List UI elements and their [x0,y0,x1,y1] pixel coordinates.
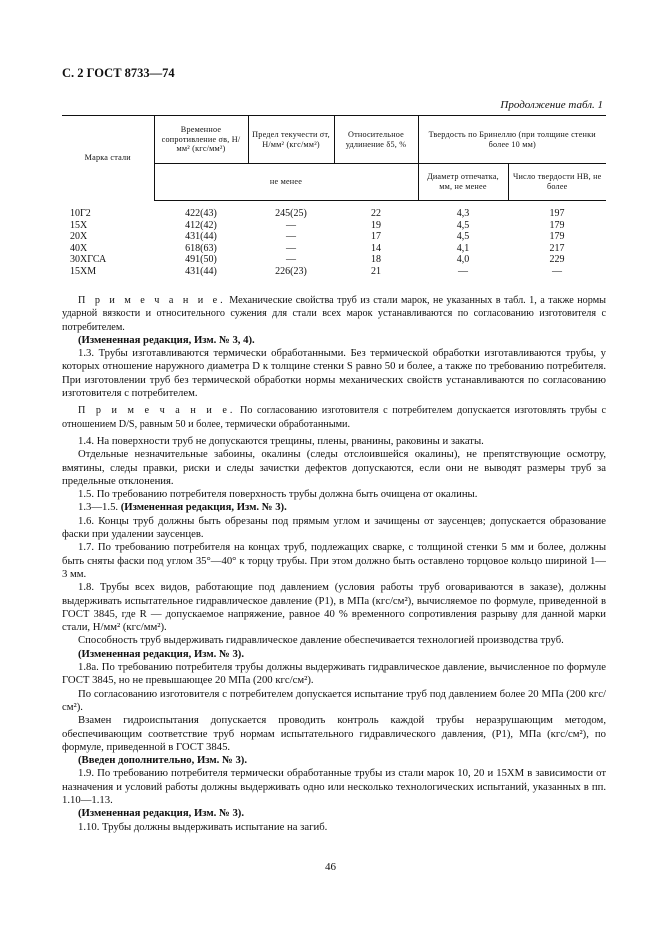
cell-tensile: 618(63) [185,242,217,254]
paragraph-1-8a-3: Взамен гидроиспытания допускается проводить контроль каждой трубы неразрушающим методом, обеспечивающим соответствие труб нормам испытательного гидравлического давления, (P1), МПа (кгс/см²), по формуле, приведенной в ГОСТ 3845. [62,714,606,753]
body-text [62,294,606,834]
cell-yield: 245(25) [275,208,307,219]
cell-yield: — [286,254,296,265]
cell-grade: 40Х [70,242,88,254]
paragraph-1-4: 1.4. На поверхности труб не допускаются трещины, плены, рванины, раковины и закаты. [78,434,484,447]
cell-yield: — [286,231,296,242]
note-text: По согласованию изготовителя с потребителем допускается изготовлять трубы с отношением D/S, равным 50 и более, термически обработанными. [62,405,606,430]
paragraph-1-6: 1.6. Концы труб должны быть обрезаны под прямым углом и зачищены от заусенцев; допускается образование фаски при удалении заусенцев. [62,514,606,541]
edition-note: (Измененная редакция, Изм. № 3). [120,501,287,514]
header-tensile-strength: Временное сопротивление σв, Н/мм² (кгс/мм²) [154,116,248,164]
header-elongation: Относительное удлинение δ5, % [334,116,418,164]
paragraph-1-8a-2: По согласованию изготовителя с потребителем допускается испытание труб под давлением более 20 МПа (200 кгс/см²). [62,687,606,713]
cell-hardness: 217 [549,242,565,254]
header-imprint-diameter: Диаметр отпечатка, мм, не менее [418,164,508,201]
cell-grade: 20Х [70,231,88,242]
cell-yield: — [286,219,296,231]
cell-elongation: 14 [371,242,381,254]
cell-grade: 30ХГСА [70,254,107,265]
cell-elongation: 18 [371,254,381,265]
page-header: С. 2 ГОСТ 8733—74 [62,66,175,80]
cell-tensile: 431(44) [185,231,217,242]
cell-tensile: 412(42) [185,219,217,231]
cell-hardness: — [552,265,562,277]
cell-diameter: 4,3 [456,208,470,219]
header-brinell-hardness: Твердость по Бринеллю (при толщине стенки более 10 мм) [418,116,606,164]
header-hardness-number: Число твердости НВ, не более [508,164,606,201]
edition-note: (Измененная редакция, Изм. № 3). [78,807,245,820]
paragraph-1-10: 1.10. Трубы должны выдерживать испытание на загиб. [78,820,328,833]
cell-elongation: 19 [371,219,381,231]
paragraph-1-8: 1.8. Трубы всех видов, работающие под давлением (условия работы труб оговариваются в заказе), должны выдерживать испытательное гидравлическое давление (P1), в МПа (кгс/см²), вычисляемое по формуле, приведенной в ГОСТ 3845, где R — допускаемое напряжение, равное 40 % временного сопротивления разрыву для данной марки стали, Н/мм² (кгс/мм²). [62,581,606,634]
cell-hardness: 179 [549,219,565,231]
edition-note: (Введен дополнительно, Изм. № 3). [78,754,248,767]
cell-diameter: — [458,265,468,277]
paragraph-1-4-continued: Отдельные незначительные забоины, окалины (следы отслоившейся окалины), не препятствующие осмотру, вмятины, следы правки, риски и следы зачистки дефектов допускаются, если они не выводят размеры труб за предельные отклонения. [62,448,606,487]
paragraph-1-3: 1.3. Трубы изготавливаются термически обработанными. Без термической обработки изготавливаются трубы, у которых отношение наружного диаметра D к толщине стенки S равно 50 и более, а также по требованию потребителя. При изготовлении труб без термической обработки нормы механических свойств устанавливаются по согласованию изготовителя с потребителем. [62,347,606,400]
table-row [62,254,606,266]
cell-diameter: 4,5 [456,219,470,231]
cell-elongation: 21 [371,265,381,277]
cell-hardness: 229 [549,254,565,265]
header-not-less: не менее [154,164,418,201]
paragraph-1-7: 1.7. По требованию потребителя на концах труб, подлежащих сварке, с толщиной стенки 5 мм и более, должны быть сняты фаски под углом 35°—40° к торцу трубы. При этом должно быть оставлено торцовое кольцо шириной 1—3 мм. [62,541,606,580]
cell-tensile: 422(43) [185,208,217,219]
cell-diameter: 4,5 [456,231,470,242]
cell-elongation: 22 [371,208,381,219]
edition-note: (Измененная редакция, Изм. № 3, 4). [78,333,255,346]
cell-tensile: 431(44) [185,265,217,277]
table-row [62,243,606,255]
note-text: Механические свойства труб из стали марок, не указанных в табл. 1, а также нормы ударной вязкости и относительного сужения для стали всех марок устанавливаются по согласованию изготовителя с потребителем. [62,295,607,333]
cell-hardness: 179 [549,231,565,242]
table-row [62,231,606,243]
paragraph-1-5: 1.5. По требованию потребителя поверхность трубы должна быть очищена от окалины. [78,488,478,501]
cell-grade: 15Х [70,219,88,231]
note-label: П р и м е ч а н и е. [78,405,236,417]
mechanical-properties-table [62,115,606,277]
paragraph-1-8-continued: Способность труб выдерживать гидравлическое давление обеспечивается технологией производства труб. [78,634,564,647]
cell-grade: 15ХМ [70,265,97,277]
cell-yield: — [286,242,296,254]
table-row [62,201,606,220]
table-continuation-label: Продолжение табл. 1 [500,99,603,111]
cell-tensile: 491(50) [185,254,217,265]
cell-elongation: 17 [371,231,381,242]
cell-hardness: 197 [549,208,565,219]
header-grade: Марка стали [62,116,154,201]
table-row [62,220,606,232]
paragraph-1-9: 1.9. По требованию потребителя термически обработанные трубы из стали марок 10, 20 и 15ХМ в зависимости от назначения и условий работы должны выдерживать одно или несколько технологических испытаний, указанных в пп. 1.10—1.13. [62,767,606,806]
cell-diameter: 4,1 [456,242,470,254]
cell-diameter: 4,0 [456,254,470,265]
page-number: 46 [325,861,336,873]
cell-grade: 10Г2 [70,207,91,219]
paragraph-number: 1.3—1.5. [78,501,119,514]
edition-note: (Измененная редакция, Изм. № 3). [78,647,245,660]
table-row [62,266,606,278]
header-yield-strength: Предел текучести σт, Н/мм² (кгс/мм²) [248,116,334,164]
cell-yield: 226(23) [275,265,307,277]
note-label: П р и м е ч а н и е. [78,295,226,306]
paragraph-1-8a: 1.8а. По требованию потребителя трубы должны выдерживать гидравлическое давление, вычисленное по формуле ГОСТ 3845, но не превышающее 20 МПа (200 кгс/см²). [62,661,606,687]
